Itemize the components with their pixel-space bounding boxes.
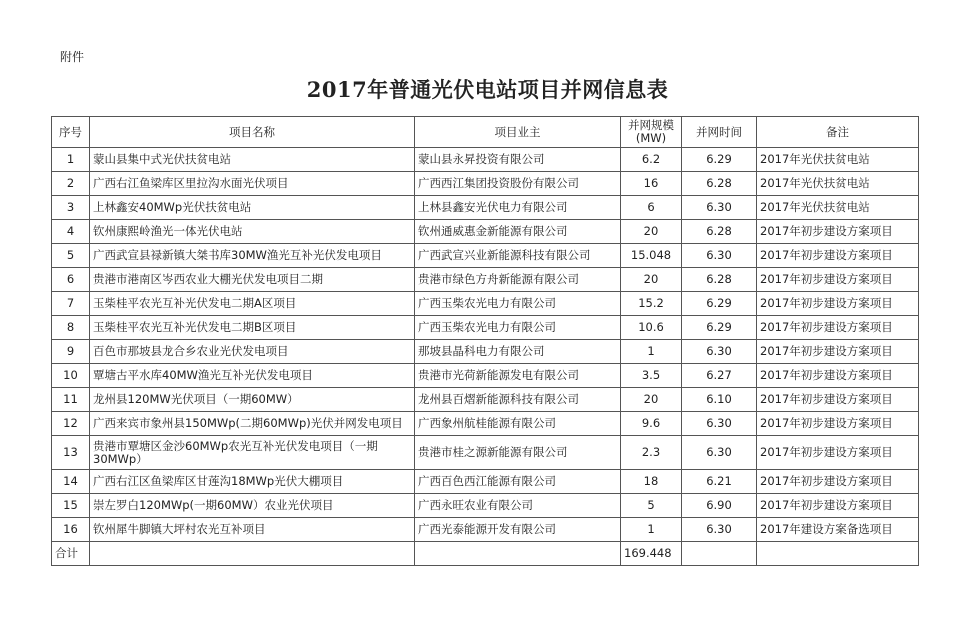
cell-remark: 2017年初步建设方案项目	[757, 244, 919, 268]
cell-remark: 2017年初步建设方案项目	[757, 292, 919, 316]
cell-scale: 1	[621, 340, 682, 364]
cell-remark: 2017年初步建设方案项目	[757, 388, 919, 412]
cell-scale: 2.3	[621, 436, 682, 470]
cell-scale: 9.6	[621, 412, 682, 436]
cell-time: 6.30	[682, 436, 757, 470]
cell-remark: 2017年初步建设方案项目	[757, 436, 919, 470]
cell-seq: 7	[52, 292, 90, 316]
cell-scale: 20	[621, 268, 682, 292]
header-remark: 备注	[757, 117, 919, 148]
cell-name: 覃塘古平水库40MW渔光互补光伏发电项目	[90, 364, 415, 388]
cell-owner: 广西武宣兴业新能源科技有限公司	[415, 244, 621, 268]
cell-scale: 15.2	[621, 292, 682, 316]
cell-seq: 11	[52, 388, 90, 412]
page-title: 2017年普通光伏电站项目并网信息表	[306, 77, 669, 102]
cell-time: 6.28	[682, 172, 757, 196]
attachment-label: 附件	[60, 50, 85, 64]
cell-seq: 13	[52, 436, 90, 470]
table-row	[52, 340, 919, 364]
cell-seq: 10	[52, 364, 90, 388]
cell-empty	[415, 542, 621, 566]
cell-name: 上林鑫安40MWp光伏扶贫电站	[90, 196, 415, 220]
cell-empty	[90, 542, 415, 566]
cell-name: 百色市那坡县龙合乡农业光伏发电项目	[90, 340, 415, 364]
header-owner: 项目业主	[415, 117, 621, 148]
cell-time: 6.28	[682, 268, 757, 292]
cell-name: 玉柴桂平农光互补光伏发电二期A区项目	[90, 292, 415, 316]
cell-scale: 10.6	[621, 316, 682, 340]
cell-name: 贵港市港南区岑西农业大棚光伏发电项目二期	[90, 268, 415, 292]
cell-remark: 2017年光伏扶贫电站	[757, 148, 919, 172]
cell-time: 6.30	[682, 196, 757, 220]
cell-owner: 贵港市光荷新能源发电有限公司	[415, 364, 621, 388]
table-row	[52, 388, 919, 412]
cell-owner: 贵港市绿色方舟新能源有限公司	[415, 268, 621, 292]
cell-seq: 9	[52, 340, 90, 364]
cell-owner: 那坡县晶科电力有限公司	[415, 340, 621, 364]
cell-scale: 5	[621, 494, 682, 518]
cell-owner: 广西象州航桂能源有限公司	[415, 412, 621, 436]
table-row	[52, 244, 919, 268]
cell-scale: 20	[621, 220, 682, 244]
cell-time: 6.27	[682, 364, 757, 388]
cell-remark: 2017年建设方案备选项目	[757, 518, 919, 542]
cell-name: 广西右江鱼梁库区里拉沟水面光伏项目	[90, 172, 415, 196]
cell-owner: 广西光泰能源开发有限公司	[415, 518, 621, 542]
cell-owner: 广西西江集团投资股份有限公司	[415, 172, 621, 196]
cell-name: 广西右江区鱼梁库区甘莲沟18MWp光伏大棚项目	[90, 470, 415, 494]
cell-remark: 2017年初步建设方案项目	[757, 220, 919, 244]
cell-owner: 钦州通威惠金新能源有限公司	[415, 220, 621, 244]
header-scale-line2: (MW)	[635, 131, 667, 145]
table-row	[52, 292, 919, 316]
cell-owner: 上林县鑫安光伏电力有限公司	[415, 196, 621, 220]
cell-remark: 2017年初步建设方案项目	[757, 316, 919, 340]
cell-time: 6.28	[682, 220, 757, 244]
header-time: 并网时间	[682, 117, 757, 148]
cell-seq: 14	[52, 470, 90, 494]
cell-name: 广西来宾市象州县150MWp(二期60MWp)光伏并网发电项目	[90, 412, 415, 436]
cell-time: 6.29	[682, 292, 757, 316]
cell-name: 贵港市覃塘区金沙60MWp农光互补光伏发电项目（一期30MWp）	[90, 436, 415, 470]
cell-remark: 2017年初步建设方案项目	[757, 340, 919, 364]
cell-scale: 20	[621, 388, 682, 412]
table-row	[52, 470, 919, 494]
cell-time: 6.90	[682, 494, 757, 518]
cell-owner: 蒙山县永昇投资有限公司	[415, 148, 621, 172]
table-row	[52, 436, 919, 470]
cell-seq: 8	[52, 316, 90, 340]
grid-connection-table	[51, 116, 919, 566]
cell-remark: 2017年初步建设方案项目	[757, 494, 919, 518]
cell-owner: 广西玉柴农光电力有限公司	[415, 292, 621, 316]
header-seq: 序号	[52, 117, 90, 148]
cell-scale: 18	[621, 470, 682, 494]
cell-remark: 2017年初步建设方案项目	[757, 268, 919, 292]
cell-scale: 6	[621, 196, 682, 220]
cell-owner: 广西永旺农业有限公司	[415, 494, 621, 518]
cell-empty	[757, 542, 919, 566]
cell-owner: 广西百色西江能源有限公司	[415, 470, 621, 494]
total-row	[52, 542, 919, 566]
cell-seq: 16	[52, 518, 90, 542]
cell-seq: 3	[52, 196, 90, 220]
cell-time: 6.29	[682, 148, 757, 172]
cell-remark: 2017年初步建设方案项目	[757, 364, 919, 388]
cell-scale: 6.2	[621, 148, 682, 172]
cell-scale: 1	[621, 518, 682, 542]
table-row	[52, 196, 919, 220]
header-scale-line1: 并网规模	[628, 118, 674, 132]
cell-seq: 1	[52, 148, 90, 172]
cell-time: 6.30	[682, 518, 757, 542]
cell-time: 6.21	[682, 470, 757, 494]
total-scale: 169.448	[621, 542, 682, 566]
cell-seq: 5	[52, 244, 90, 268]
cell-seq: 2	[52, 172, 90, 196]
cell-name: 钦州犀牛脚镇大坪村农光互补项目	[90, 518, 415, 542]
cell-name: 广西武宣县禄新镇大桀书库30MW渔光互补光伏发电项目	[90, 244, 415, 268]
table-row	[52, 148, 919, 172]
cell-time: 6.10	[682, 388, 757, 412]
cell-seq: 15	[52, 494, 90, 518]
table-row	[52, 316, 919, 340]
cell-remark: 2017年初步建设方案项目	[757, 470, 919, 494]
header-scale	[621, 117, 682, 148]
table-row	[52, 518, 919, 542]
cell-owner: 贵港市桂之源新能源有限公司	[415, 436, 621, 470]
table-row	[52, 172, 919, 196]
cell-scale: 15.048	[621, 244, 682, 268]
cell-time: 6.30	[682, 244, 757, 268]
cell-empty	[682, 542, 757, 566]
cell-scale: 3.5	[621, 364, 682, 388]
table-row	[52, 494, 919, 518]
table-row	[52, 364, 919, 388]
cell-name: 玉柴桂平农光互补光伏发电二期B区项目	[90, 316, 415, 340]
cell-seq: 12	[52, 412, 90, 436]
cell-remark: 2017年初步建设方案项目	[757, 412, 919, 436]
cell-seq: 4	[52, 220, 90, 244]
table-row	[52, 412, 919, 436]
cell-owner: 龙州县百熠新能源科技有限公司	[415, 388, 621, 412]
table-row	[52, 220, 919, 244]
cell-name: 钦州康熙岭渔光一体光伏电站	[90, 220, 415, 244]
cell-scale: 16	[621, 172, 682, 196]
total-label: 合计	[52, 542, 90, 566]
cell-time: 6.30	[682, 412, 757, 436]
cell-name: 龙州县120MW光伏项目（一期60MW）	[90, 388, 415, 412]
table-row	[52, 268, 919, 292]
header-name: 项目名称	[90, 117, 415, 148]
cell-remark: 2017年光伏扶贫电站	[757, 196, 919, 220]
cell-name: 蒙山县集中式光伏扶贫电站	[90, 148, 415, 172]
cell-remark: 2017年光伏扶贫电站	[757, 172, 919, 196]
cell-name: 崇左罗白120MWp(一期60MW）农业光伏项目	[90, 494, 415, 518]
table-header-row	[52, 117, 919, 148]
cell-seq: 6	[52, 268, 90, 292]
cell-owner: 广西玉柴农光电力有限公司	[415, 316, 621, 340]
cell-time: 6.29	[682, 316, 757, 340]
cell-time: 6.30	[682, 340, 757, 364]
